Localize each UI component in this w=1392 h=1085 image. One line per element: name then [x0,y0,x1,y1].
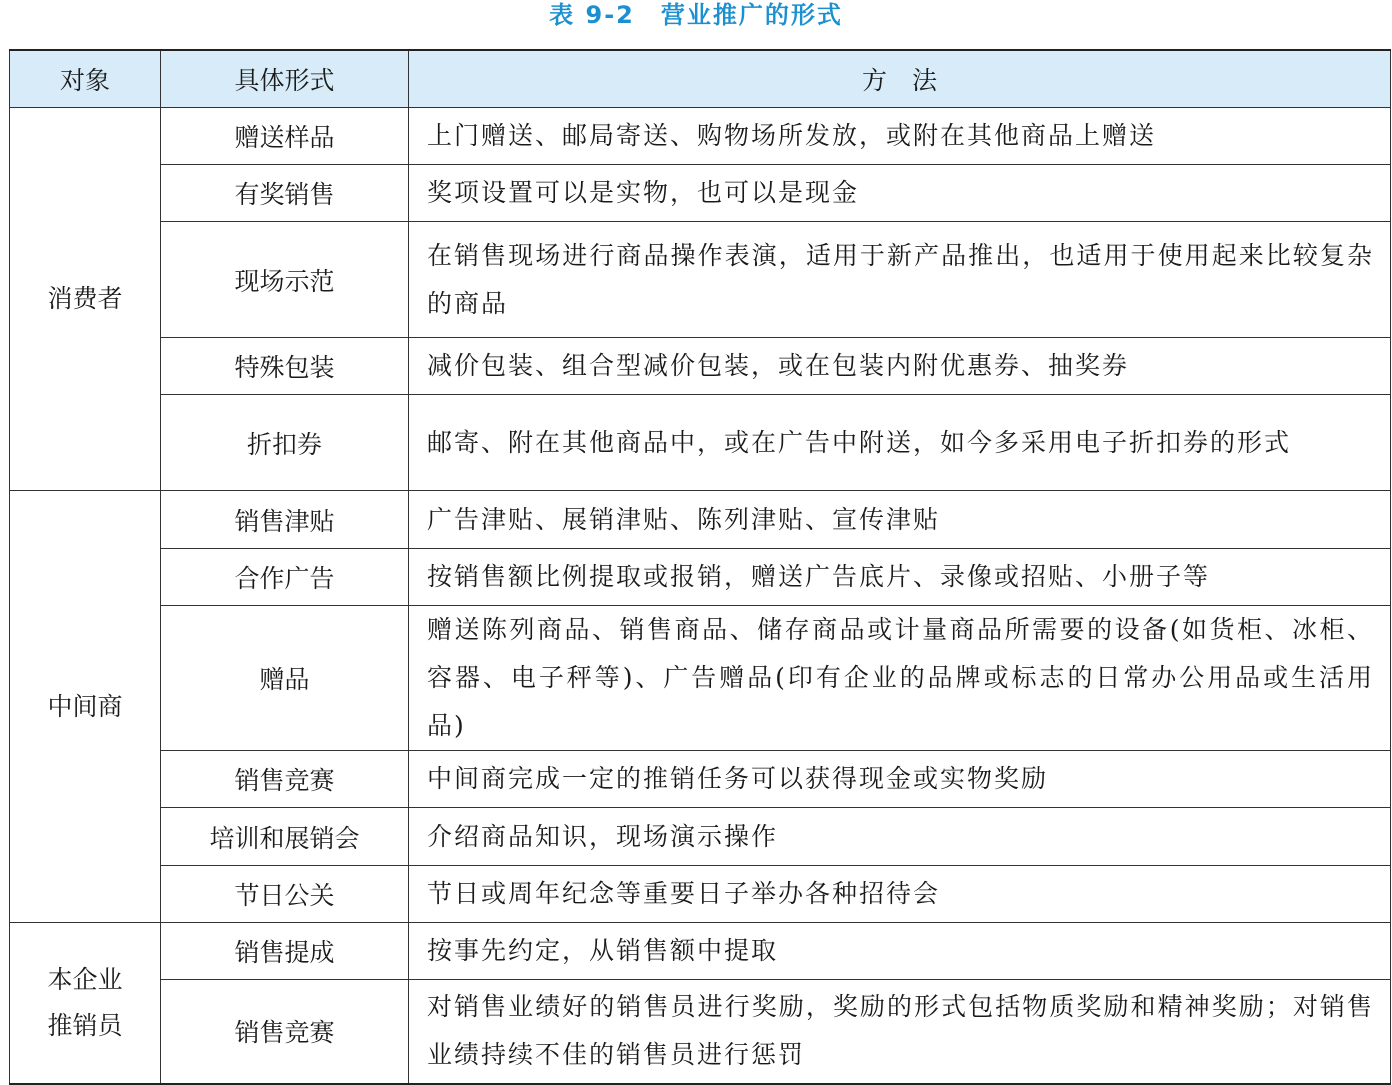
table-number: 表 9-2 [549,1,635,29]
object-line-2: 推销员 [47,1010,123,1040]
form-cell: 销售竞赛 [161,980,409,1084]
form-cell: 赠送样品 [161,108,409,165]
table-row [10,980,1391,1084]
form-cell: 节日公关 [161,866,409,923]
form-cell: 合作广告 [161,549,409,606]
table-row [10,491,1391,549]
table-row [10,108,1391,165]
table-row [10,866,1391,923]
table-row [10,808,1391,866]
table-row [10,338,1391,395]
header-row [10,50,1391,108]
table-caption: 营业推广的形式 [660,1,843,29]
header-form: 具体形式 [161,50,409,108]
table-row [10,549,1391,606]
method-cell: 在销售现场进行商品操作表演，适用于新产品推出，也适用于使用起来比较复杂的商品 [409,222,1391,338]
table-row [10,165,1391,222]
object-cell-consumer: 消费者 [10,108,161,491]
method-cell: 邮寄、附在其他商品中，或在广告中附送，如今多采用电子折扣券的形式 [409,395,1391,491]
method-cell: 上门赠送、邮局寄送、购物场所发放，或附在其他商品上赠送 [409,108,1391,165]
method-cell: 按事先约定，从销售额中提取 [409,923,1391,980]
form-cell: 培训和展销会 [161,808,409,866]
method-cell: 赠送陈列商品、销售商品、储存商品或计量商品所需要的设备(如货柜、冰柜、容器、电子秤等)、广告赠品(印有企业的品牌或标志的日常办公用品或生活用品) [409,606,1391,751]
form-cell: 现场示范 [161,222,409,338]
method-cell: 广告津贴、展销津贴、陈列津贴、宣传津贴 [409,491,1391,549]
object-cell-intermediary: 中间商 [10,491,161,923]
object-line-1: 本企业 [47,964,123,994]
method-cell: 对销售业绩好的销售员进行奖励，奖励的形式包括物质奖励和精神奖励；对销售业绩持续不佳的销售员进行惩罚 [409,980,1391,1084]
object-cell-salesperson [10,923,161,1084]
form-cell: 有奖销售 [161,165,409,222]
method-cell: 介绍商品知识，现场演示操作 [409,808,1391,866]
table-title [0,0,1392,32]
table-row [10,395,1391,491]
form-cell: 赠品 [161,606,409,751]
form-cell: 销售提成 [161,923,409,980]
table-row [10,923,1391,980]
table-row [10,606,1391,751]
header-object: 对象 [10,50,161,108]
method-cell: 减价包装、组合型减价包装，或在包装内附优惠券、抽奖券 [409,338,1391,395]
table-row [10,222,1391,338]
method-cell: 节日或周年纪念等重要日子举办各种招待会 [409,866,1391,923]
promotion-forms-table [9,49,1391,1085]
method-cell: 中间商完成一定的推销任务可以获得现金或实物奖励 [409,751,1391,808]
method-cell: 按销售额比例提取或报销，赠送广告底片、录像或招贴、小册子等 [409,549,1391,606]
form-cell: 特殊包装 [161,338,409,395]
table-row [10,751,1391,808]
form-cell: 折扣券 [161,395,409,491]
form-cell: 销售竞赛 [161,751,409,808]
form-cell: 销售津贴 [161,491,409,549]
method-cell: 奖项设置可以是实物，也可以是现金 [409,165,1391,222]
header-method: 方 法 [409,50,1391,108]
